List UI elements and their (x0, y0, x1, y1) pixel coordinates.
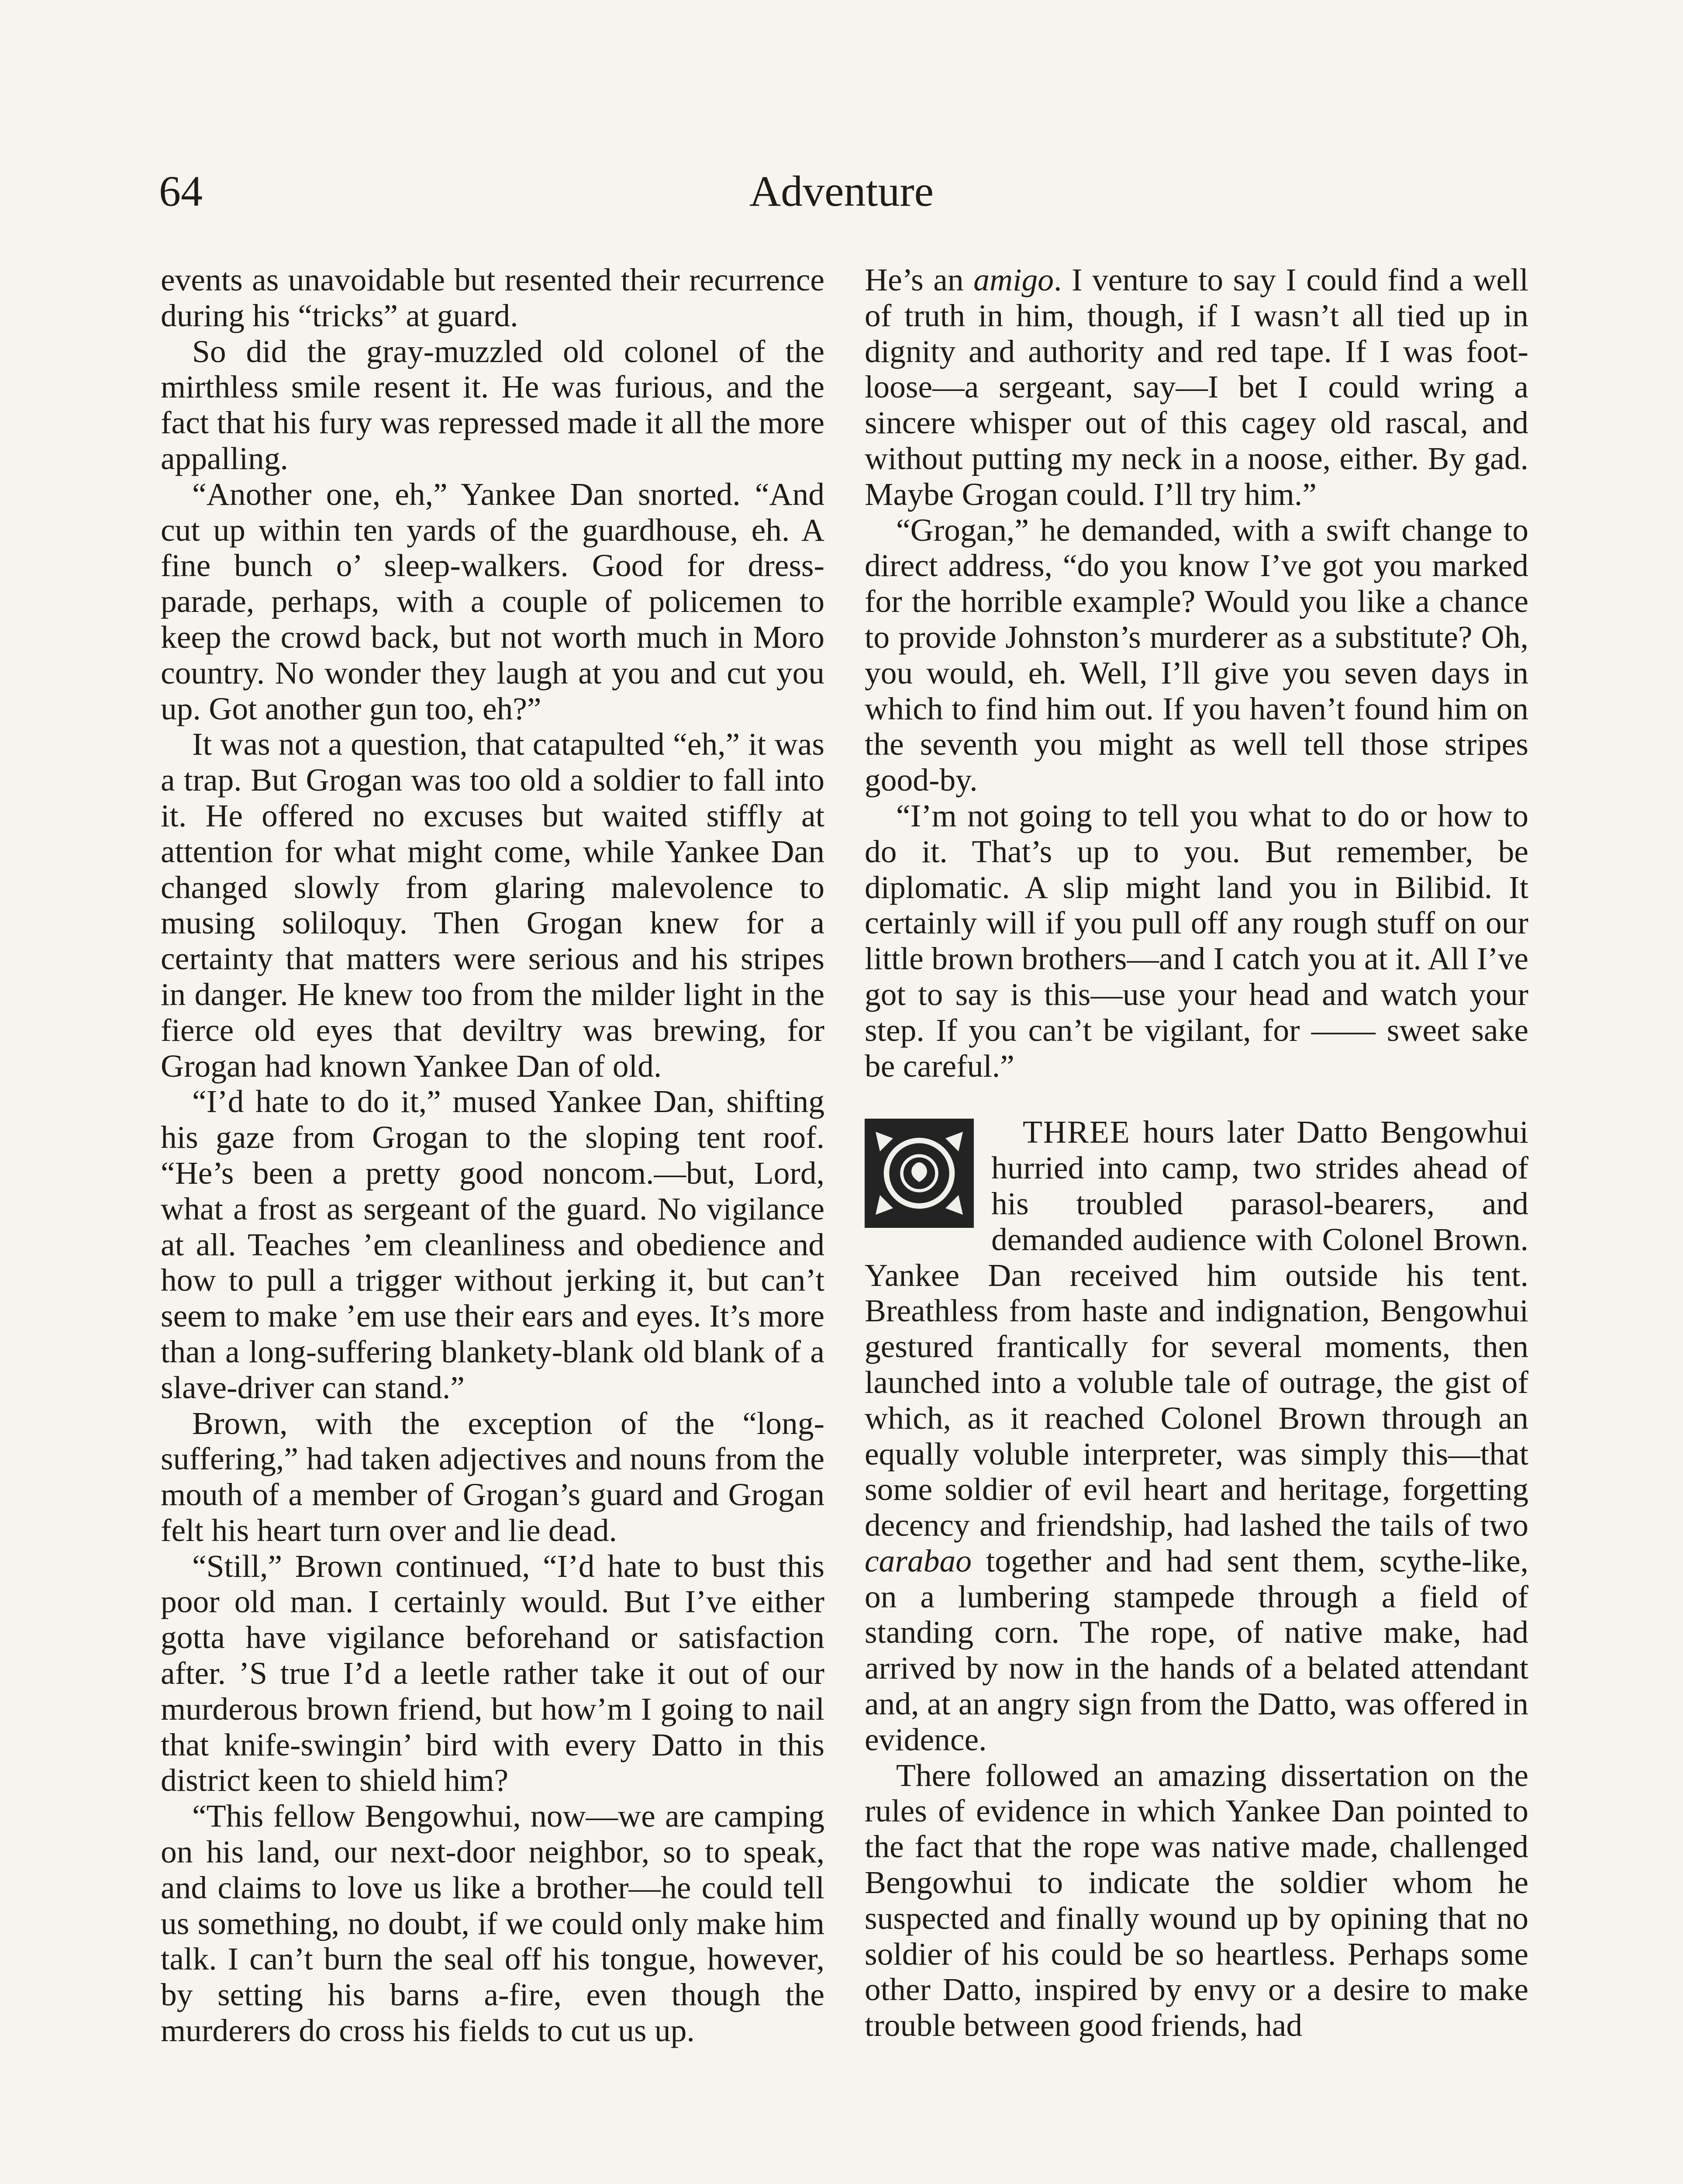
ornament-icon (865, 1119, 974, 1228)
paragraph: So did the gray-muzzled old colonel of the mirthless smile resent it. He was furious, and the fact that his fury was repressed made it all the more appalling. (161, 333, 824, 476)
paragraph: Brown, with the exception of the “long-suffering,” had taken adjectives and nouns from the mouth of a member of Grogan’s guard and Grogan felt his heart turn over and lie dead. (161, 1405, 824, 1548)
paragraph: “Still,” Brown continued, “I’d hate to bust this poor old man. I certainly would. But I’ve either gotta have vigilance beforehand or satisfaction after. ’S true I’d a leetle rather take it out of our murderous brown friend, but how’m I going to nail that knife-swingin’ bird with every Datto in this district keen to shield him? (161, 1548, 824, 1798)
running-head-title: Adventure (749, 167, 934, 215)
paragraph: “I’m not going to tell you what to do or how to do it. That’s up to you. But remember, be diplomatic. A slip might land you in Bilibid. It certainly will if you pull off any rough stuff on our little brown brothers—and I catch you at it. All I’ve got to say is this—use your head and watch your step. If you can’t be vigilant, for —— sweet sake be careful.” (865, 798, 1528, 1084)
lead-smallcaps: THREE (1023, 1114, 1131, 1150)
paragraph: “Another one, eh,” Yankee Dan snorted. “And cut up within ten yards of the guardhouse, eh. A fine bunch o’ sleep-walkers. Good for dress-parade, perhaps, with a couple of policemen to keep the crowd back, but not worth much in Moro country. No wonder they laugh at you and cut you up. Got another gun too, eh?” (161, 476, 824, 726)
paragraph: “I’d hate to do it,” mused Yankee Dan, shifting his gaze from Grogan to the sloping tent roof. “He’s been a pretty good noncom.—but, Lord, what a frost as sergeant of the guard. No vigilance at all. Teaches ’em cleanliness and obedience and how to pull a trigger without jerking it, but can’t seem to make ’em use their ears and eyes. It’s more than a long-suffering blankety-blank old blank of a slave-driver can stand.” (161, 1084, 824, 1405)
right-column (865, 262, 1528, 2184)
paragraph: THREE hours later Datto Bengowhui hurried into camp, two strides ahead of his troubled parasol-bearers, and demanded audience with Colonel Brown. Yankee Dan received him outside his tent. Breathless from haste and indignation, Bengowhui gestured frantically for several moments, then launched into a voluble tale of outrage, the gist of which, as it reached Colonel Brown through an equally voluble interpreter, was simply this—that some soldier of evil heart and heritage, forgetting decency and friendship, had lashed the tails of two carabao together and had sent them, scythe-like, on a lumbering stampede through a field of standing corn. The rope, of native make, had arrived by now in the hands of a belated attendant and, at an angry sign from the Datto, was offered in evidence. (865, 1114, 1528, 1757)
page-number: 64 (159, 167, 203, 215)
paragraph: “This fellow Bengowhui, now—we are camping on his land, our next-door neighbor, so to speak, and claims to love us like a brother—he could tell us something, no doubt, if we could only make him talk. I can’t burn the seal off his tongue, however, by setting his barns a-fire, even though the murderers do cross his fields to cut us up. (161, 1798, 824, 2049)
paragraph: He’s an amigo. I venture to say I could find a well of truth in him, though, if I wasn’t all tied up in dignity and authority and red tape. If I was foot-loose—a sergeant, say—I bet I could wring a sincere whisper out of this cagey old rascal, and without putting my neck in a noose, either. By gad. Maybe Grogan could. I’ll try him.” (865, 262, 1528, 512)
left-column (161, 262, 824, 2184)
paragraph: “Grogan,” he demanded, with a swift change to direct address, “do you know I’ve got you marked for the horrible example? Would you like a chance to provide Johnston’s murderer as a substitute? Oh, you would, eh. Well, I’ll give you seven days in which to find him out. If you haven’t found him on the seventh you might as well tell those stripes good-by. (865, 512, 1528, 798)
paragraph: There followed an amazing dissertation on the rules of evidence in which Yankee Dan pointed to the fact that the rope was native made, challenged Bengowhui to indicate the soldier whom he suspected and finally wound up by opining that no soldier of his could be so heartless. Perhaps some other Datto, inspired by envy or a desire to make trouble between good friends, had (865, 1757, 1528, 2043)
paragraph: It was not a question, that catapulted “eh,” it was a trap. But Grogan was too old a soldier to fall into it. He offered no excuses but waited stiffly at attention for what might come, while Yankee Dan changed slowly from glaring malevolence to musing soliloquy. Then Grogan knew for a certainty that matters were serious and his stripes in danger. He knew too from the milder light in the fierce old eyes that deviltry was brewing, for Grogan had known Yankee Dan of old. (161, 726, 824, 1084)
paragraph: events as unavoidable but resented their recurrence during his “tricks” at guard. (161, 262, 824, 333)
